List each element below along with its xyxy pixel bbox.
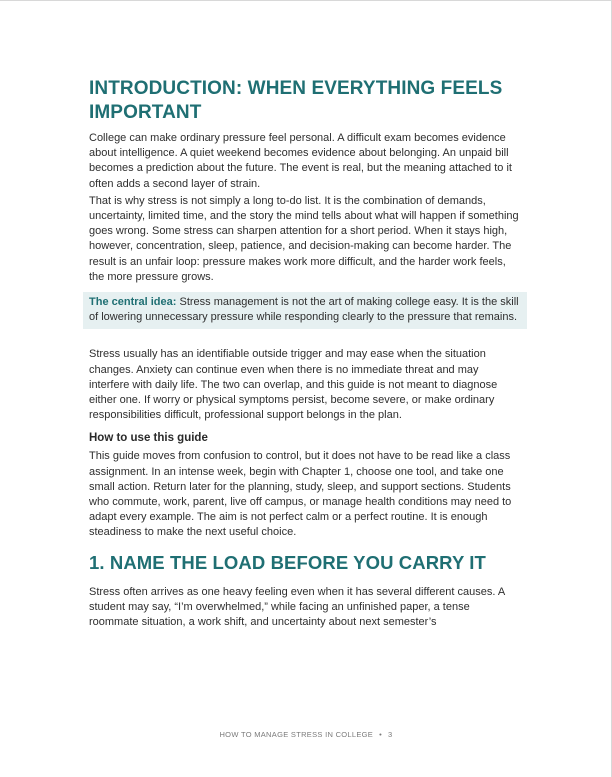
chapter-1-heading: 1. NAME THE LOAD BEFORE YOU CARRY IT [89, 551, 486, 573]
central-idea-callout [83, 292, 527, 329]
intro-paragraph-2: That is why stress is not simply a long to-do list. It is the combination of demands, uncertainty, limited time, and the story the mind tells about what will happen if something goes wrong. Some stress can sharpen attention for a short period. When it stays high, however, concentration, sleep, patience, and decision-making can become harder. The result is an unfair loop: pressure makes work more difficult, and the harder work feels, the more pressure grows. [89, 194, 519, 283]
chapter-1-paragraph: Stress often arrives as one heavy feeling even when it has several different causes. A student may say, “I’m overwhelmed,” while facing an unfinished paper, a tense roommate situation, a work shift, and uncertainty about next semester’s [89, 585, 505, 629]
intro-paragraph-1: College can make ordinary pressure feel personal. A difficult exam becomes evidence about intelligence. A quiet weekend becomes evidence about belonging. An unpaid bill becomes a prediction about the future. The event is real, but the meaning attached to it often adds a second layer of strain. [89, 132, 512, 190]
how-to-use-paragraph: This guide moves from confusion to control, but it does not have to be read like a class assignment. In an intense week, begin with Chapter 1, choose one tool, and take one small action. Return later for the planning, study, sleep, and support sections. Students who commute, work, parent, live off campus, or manage health conditions may need to adapt every example. The aim is not perfect calm or a perfect routine. It is enough steadiness to make the next useful choice. [89, 450, 512, 539]
footer-separator: • [379, 730, 383, 739]
callout-text: Stress management is not the art of making college easy. It is the skill of lowering unnecessary pressure while responding clearly to the pressure that remains. [89, 296, 519, 324]
subheading-how-to-use: How to use this guide [89, 432, 208, 445]
footer-title: HOW TO MANAGE STRESS IN COLLEGE [219, 730, 374, 739]
page-content [89, 77, 521, 630]
callout-label: The central idea: [89, 296, 177, 309]
stress-anxiety-paragraph: Stress usually has an identifiable outside trigger and may ease when the situation changes. Anxiety can continue even when there is no immediate threat and may interfere with daily life. The two can overlap, and this guide is not meant to diagnose either one. If worry or physical symptoms persist, become severe, or make ordinary responsibilities difficult, professional support belongs in the plan. [89, 348, 498, 422]
section-heading-introduction: INTRODUCTION: WHEN EVERYTHING FEELS IMPORTANT [89, 78, 503, 123]
page-number: 3 [388, 730, 393, 739]
page-footer [0, 730, 612, 739]
